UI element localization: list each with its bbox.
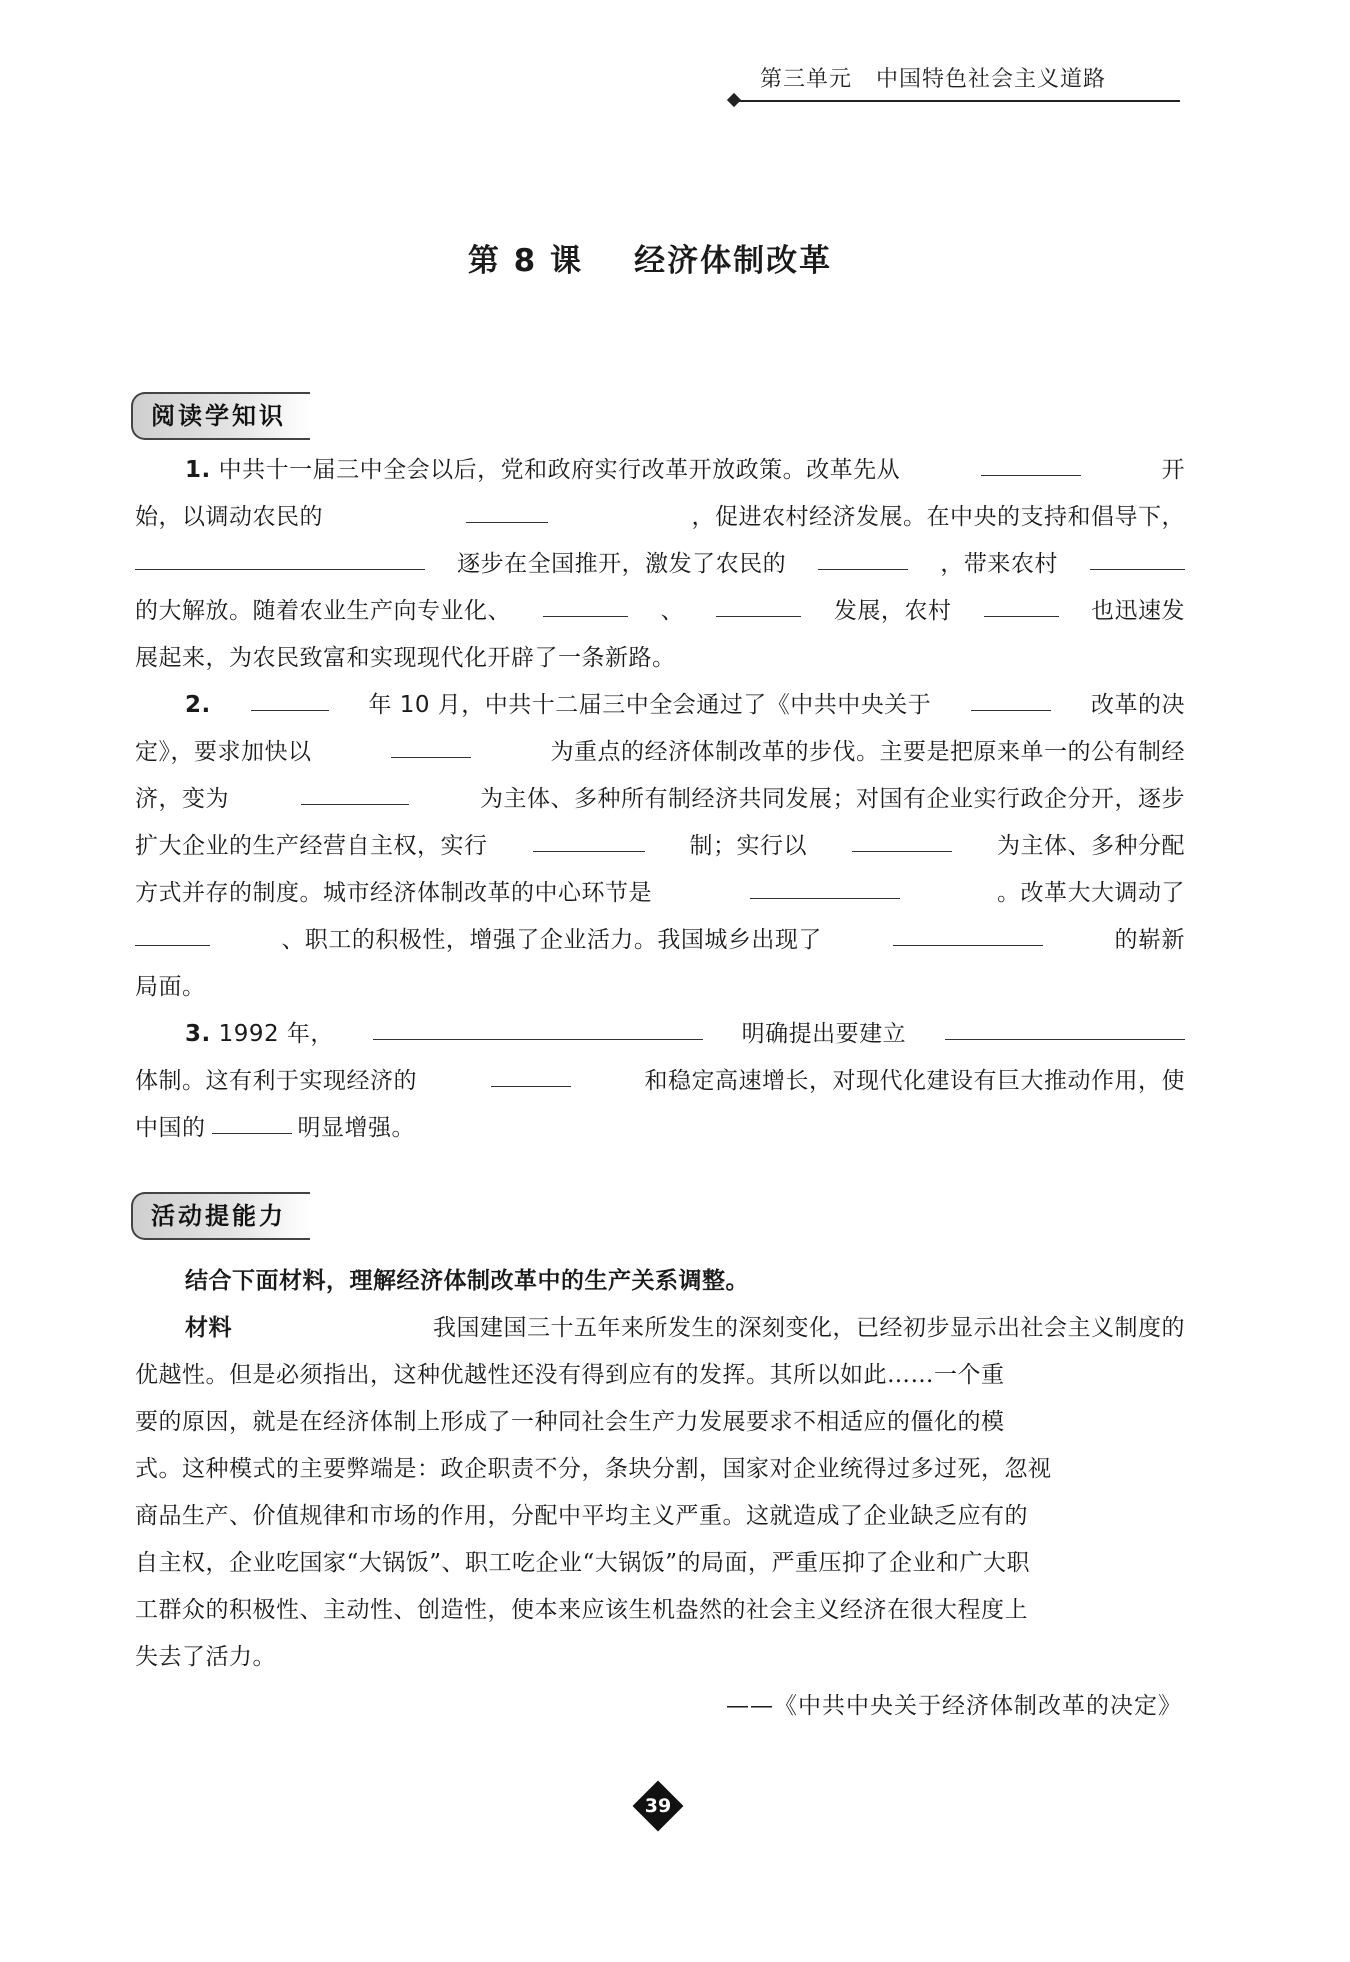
fill-blank[interactable]	[818, 541, 908, 570]
p2-line-6	[135, 917, 1185, 964]
p1-text: 逐步在全国推开，激发了农民的	[457, 551, 787, 577]
material-line: 失去了活力。	[135, 1644, 276, 1670]
p1-text: 、	[660, 598, 685, 624]
p3-line-2	[135, 1058, 1185, 1105]
p1-text: 始，以调动农民的	[135, 504, 323, 530]
lesson-title	[0, 235, 1300, 280]
p1-text: 展起来，为农民致富和实现现代化开辟了一条新路。	[135, 645, 676, 671]
material-line: 优越性。但是必须指出，这种优越性还没有得到应有的发挥。其所以如此……一个重	[135, 1362, 1005, 1388]
p3-text: 明确提出要建立	[741, 1021, 907, 1047]
material-line: 工群众的积极性、主动性、创造性，使本来应该生机盎然的社会主义经济在很大程度上	[135, 1597, 1028, 1623]
p1-line-2	[135, 494, 1185, 541]
p2-text: 为主体、多种所有制经济共同发展；对国有企业实行政企分开，逐步	[480, 786, 1185, 812]
p2-text: 为主体、多种分配	[997, 833, 1185, 859]
p2-number: 2.	[185, 692, 211, 718]
p1-text: ，促进农村经济发展。在中央的支持和倡导下，	[691, 504, 1185, 530]
running-header	[760, 62, 1106, 93]
p2-line-7	[135, 964, 1185, 1011]
material-label: 材料	[185, 1315, 232, 1341]
header-rule	[738, 100, 1180, 102]
fill-blank[interactable]	[971, 682, 1051, 711]
p2-line-5	[135, 870, 1185, 917]
fill-blank[interactable]	[945, 1011, 1185, 1040]
p3-line-1	[135, 1011, 1185, 1058]
page-number: 39	[644, 1795, 672, 1817]
p2-text: 定》，要求加快以	[135, 739, 312, 765]
p1-text: 也迅速发	[1090, 598, 1185, 624]
fill-blank[interactable]	[212, 1105, 292, 1134]
p3-text: 1992 年，	[218, 1021, 334, 1047]
fill-blank[interactable]	[1090, 541, 1185, 570]
fill-blank[interactable]	[716, 588, 801, 617]
p2-text: 年 10 月，中共十二届三中全会通过了《中共中央关于	[368, 692, 932, 718]
fill-blank[interactable]	[135, 541, 425, 570]
p2-text: 为重点的经济体制改革的步伐。主要是把原来单一的公有制经	[550, 739, 1185, 765]
fill-blank[interactable]	[543, 588, 628, 617]
fill-blank[interactable]	[852, 823, 952, 852]
p3-text: 中国的	[135, 1115, 206, 1141]
p3-line-3	[135, 1105, 1185, 1152]
fill-blank[interactable]	[981, 447, 1081, 476]
p1-number: 1.	[185, 457, 211, 483]
p1-text: 的大解放。随着农业生产向专业化、	[135, 598, 511, 624]
p1-line-1	[135, 447, 1185, 494]
p3-number: 3.	[185, 1021, 211, 1047]
p1-line-4	[135, 588, 1185, 635]
material-line: 商品生产、价值规律和市场的作用，分配中平均主义严重。这就造成了企业缺乏应有的	[135, 1503, 1028, 1529]
p1-text: 中共十一届三中全会以后，党和政府实行改革开放政策。改革先从	[218, 457, 901, 483]
fill-blank[interactable]	[750, 870, 900, 899]
p2-text: 方式并存的制度。城市经济体制改革的中心环节是	[135, 880, 652, 906]
activity-section	[135, 1258, 1185, 1681]
fill-blank[interactable]	[466, 494, 548, 523]
unit-title: 中国特色社会主义道路	[876, 67, 1107, 92]
p2-line-3	[135, 776, 1185, 823]
p3-text: 明显增强。	[297, 1115, 415, 1141]
unit-label: 第三单元	[760, 67, 853, 92]
p1-line-5	[135, 635, 1185, 682]
activity-intro: 结合下面材料，理解经济体制改革中的生产关系调整。	[185, 1268, 749, 1294]
p2-line-4	[135, 823, 1185, 870]
reading-section	[135, 447, 1185, 1152]
p1-text: 开	[1161, 457, 1185, 483]
section-label-reading: 阅读学知识	[131, 392, 310, 440]
fill-blank[interactable]	[135, 917, 210, 946]
fill-blank[interactable]	[533, 823, 645, 852]
p3-text: 体制。这有利于实现经济的	[135, 1068, 417, 1094]
fill-blank[interactable]	[893, 917, 1043, 946]
p2-text: 、职工的积极性，增强了企业活力。我国城乡出现了	[281, 927, 822, 953]
material-text: 我国建国三十五年来所发生的深刻变化，已经初步显示出社会主义制度的	[433, 1315, 1185, 1341]
p3-text: 和稳定高速增长，对现代化建设有巨大推动作用，使	[644, 1068, 1185, 1094]
p1-text: ，带来农村	[940, 551, 1058, 577]
p2-text: 制；实行以	[689, 833, 807, 859]
lesson-number: 第 8 课	[467, 243, 583, 279]
section-label-activity: 活动提能力	[131, 1192, 310, 1240]
lesson-name: 经济体制改革	[634, 243, 833, 279]
fill-blank[interactable]	[491, 1058, 571, 1087]
p2-text: 改革的决	[1090, 692, 1185, 718]
fill-blank[interactable]	[984, 588, 1059, 617]
material-line	[135, 1305, 1185, 1352]
material-line: 式。这种模式的主要弊端是：政企职责不分，条块分割，国家对企业统得过多过死，忽视	[135, 1456, 1052, 1482]
p2-text: 局面。	[135, 974, 206, 1000]
material-line: 要的原因，就是在经济体制上形成了一种同社会生产力发展要求不相适应的僵化的模	[135, 1409, 1005, 1435]
p2-line-1	[135, 682, 1185, 729]
p1-text: 发展，农村	[833, 598, 952, 624]
fill-blank[interactable]	[391, 729, 471, 758]
p2-text: 扩大企业的生产经营自主权，实行	[135, 833, 488, 859]
fill-blank[interactable]	[251, 682, 329, 711]
p1-line-3	[135, 541, 1185, 588]
p2-text: 的崭新	[1114, 927, 1185, 953]
material-source: ——《中共中央关于经济体制改革的决定》	[726, 1693, 1182, 1719]
material-line: 自主权，企业吃国家“大锅饭”、职工吃企业“大锅饭”的局面，严重压抑了企业和广大职	[135, 1550, 1031, 1576]
p2-text: 济，变为	[135, 786, 229, 812]
fill-blank[interactable]	[301, 776, 409, 805]
p2-text: 。改革大大调动了	[997, 880, 1185, 906]
fill-blank[interactable]	[373, 1011, 703, 1040]
p2-line-2	[135, 729, 1185, 776]
